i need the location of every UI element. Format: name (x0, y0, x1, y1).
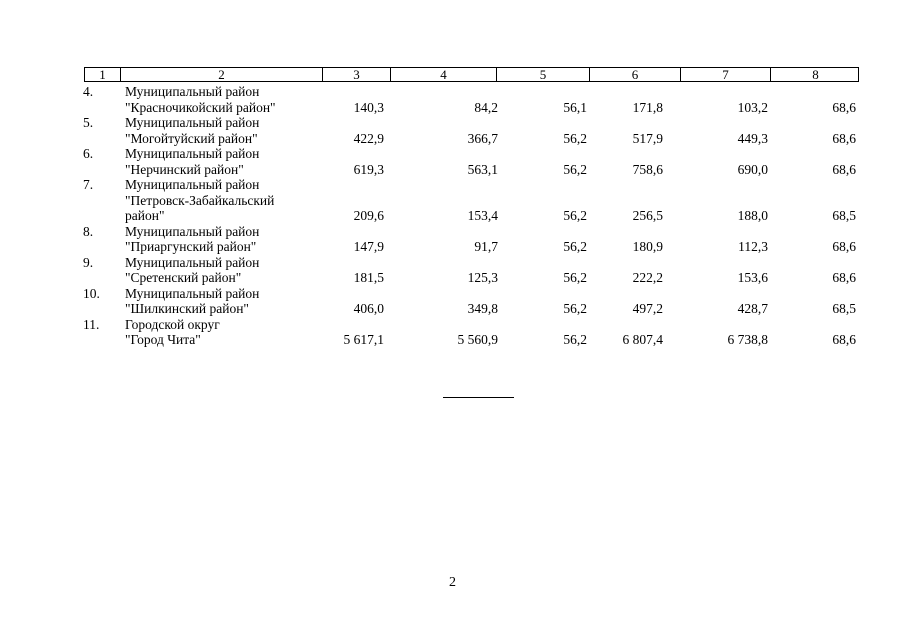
value-col-4: 349,8 (467, 301, 498, 316)
value-col-5: 56,2 (563, 161, 587, 177)
value-col-8: 68,6 (832, 161, 856, 177)
value-col-8: 68,5 (832, 208, 856, 223)
row-name-line: Муниципальный район (125, 254, 260, 270)
row-name-line: Муниципальный район (125, 115, 260, 130)
row-name-line: Муниципальный район (125, 146, 260, 161)
row-line (0, 224, 905, 240)
table-header-row (84, 67, 859, 82)
row-number: 8. (83, 223, 94, 239)
table-body (0, 84, 905, 348)
value-col-4: 366,7 (467, 130, 498, 146)
value-col-3: 147,9 (353, 239, 384, 254)
row-number: 7. (83, 177, 94, 192)
value-col-5: 56,2 (563, 301, 587, 316)
value-col-3: 209,6 (353, 208, 384, 223)
row-line (0, 162, 905, 178)
row-name-line: Муниципальный район (125, 223, 260, 239)
row-line (0, 270, 905, 286)
row-name-line: Муниципальный район (125, 285, 260, 301)
value-col-8: 68,6 (832, 270, 856, 285)
value-col-6: 758,6 (632, 161, 663, 177)
value-col-7: 690,0 (737, 161, 768, 177)
value-col-6: 6 807,4 (622, 332, 663, 347)
value-col-7: 103,2 (737, 99, 768, 115)
row-line (0, 332, 905, 348)
row-number: 6. (83, 146, 94, 161)
header-cell-2: 2 (121, 68, 323, 81)
value-col-3: 181,5 (353, 270, 384, 285)
row-line (0, 193, 905, 209)
value-col-5: 56,2 (563, 130, 587, 146)
row-name-line: "Нерчинский район" (125, 161, 244, 177)
row-line (0, 208, 905, 224)
value-col-4: 125,3 (467, 270, 498, 285)
page-number: 2 (449, 575, 456, 590)
divider-line (443, 397, 514, 398)
row-name-line: Муниципальный район (125, 177, 260, 192)
row-name-line: Городской округ (125, 316, 220, 332)
header-cell-3: 3 (323, 68, 391, 81)
value-col-5: 56,2 (563, 208, 587, 223)
value-col-7: 153,6 (737, 270, 768, 285)
value-col-3: 422,9 (353, 130, 384, 146)
value-col-4: 91,7 (474, 239, 498, 254)
value-col-5: 56,2 (563, 239, 587, 254)
row-line (0, 131, 905, 147)
table-row (0, 286, 905, 317)
row-line (0, 301, 905, 317)
table-row (0, 146, 905, 177)
row-line (0, 239, 905, 255)
value-col-6: 517,9 (632, 130, 663, 146)
header-cell-8: 8 (812, 67, 819, 82)
header-cell-4: 4 (391, 68, 497, 81)
value-col-6: 256,5 (632, 208, 663, 223)
value-col-7: 449,3 (737, 130, 768, 146)
value-col-5: 56,1 (563, 99, 587, 115)
row-name-line: "Шилкинский район" (125, 301, 249, 316)
row-line (0, 317, 905, 333)
value-col-3: 406,0 (353, 301, 384, 316)
row-name-line: район" (125, 208, 165, 223)
value-col-6: 171,8 (632, 99, 663, 115)
value-col-7: 428,7 (737, 301, 768, 316)
row-name-line: "Сретенский район" (125, 270, 242, 285)
value-col-8: 68,6 (832, 99, 856, 115)
row-number: 10. (83, 285, 100, 301)
value-col-6: 180,9 (632, 239, 663, 254)
value-col-4: 84,2 (474, 99, 498, 115)
header-cell-1: 1 (85, 68, 121, 81)
row-name-line: "Могойтуйский район" (125, 130, 258, 146)
row-line (0, 286, 905, 302)
table-row (0, 317, 905, 348)
value-col-8: 68,6 (832, 130, 856, 146)
header-cell-5: 5 (497, 68, 590, 81)
row-line (0, 255, 905, 271)
row-name-line: "Красночикойский район" (125, 99, 276, 115)
value-col-5: 56,2 (563, 332, 587, 347)
header-cell-6: 6 (590, 68, 681, 81)
table-row (0, 224, 905, 255)
value-col-4: 563,1 (467, 161, 498, 177)
table-row (0, 84, 905, 115)
row-name-line: "Город Чита" (125, 332, 201, 347)
row-name-line: "Приаргунский район" (125, 239, 257, 254)
value-col-3: 5 617,1 (343, 332, 384, 347)
row-number: 5. (83, 115, 94, 130)
row-line (0, 84, 905, 100)
value-col-4: 5 560,9 (457, 332, 498, 347)
row-name-line: "Петровск-Забайкальский (125, 192, 275, 208)
value-col-3: 140,3 (353, 99, 384, 115)
row-number: 9. (83, 254, 94, 270)
value-col-7: 6 738,8 (727, 332, 768, 347)
value-col-8: 68,5 (832, 301, 856, 316)
value-col-6: 497,2 (632, 301, 663, 316)
row-number: 4. (83, 84, 94, 99)
row-name-line: Муниципальный район (125, 84, 260, 99)
value-col-8: 68,6 (832, 332, 856, 347)
row-line (0, 146, 905, 162)
table-row (0, 115, 905, 146)
value-col-5: 56,2 (563, 270, 587, 285)
header-cell-7: 7 (681, 68, 771, 81)
value-col-7: 112,3 (738, 239, 768, 254)
row-line (0, 115, 905, 131)
table-row (0, 177, 905, 224)
value-col-6: 222,2 (632, 270, 663, 285)
value-col-7: 188,0 (737, 208, 768, 223)
table-row (0, 255, 905, 286)
value-col-4: 153,4 (467, 208, 498, 223)
value-col-8: 68,6 (832, 239, 856, 254)
row-number: 11. (83, 316, 100, 332)
row-line (0, 177, 905, 193)
value-col-3: 619,3 (353, 161, 384, 177)
row-line (0, 100, 905, 116)
